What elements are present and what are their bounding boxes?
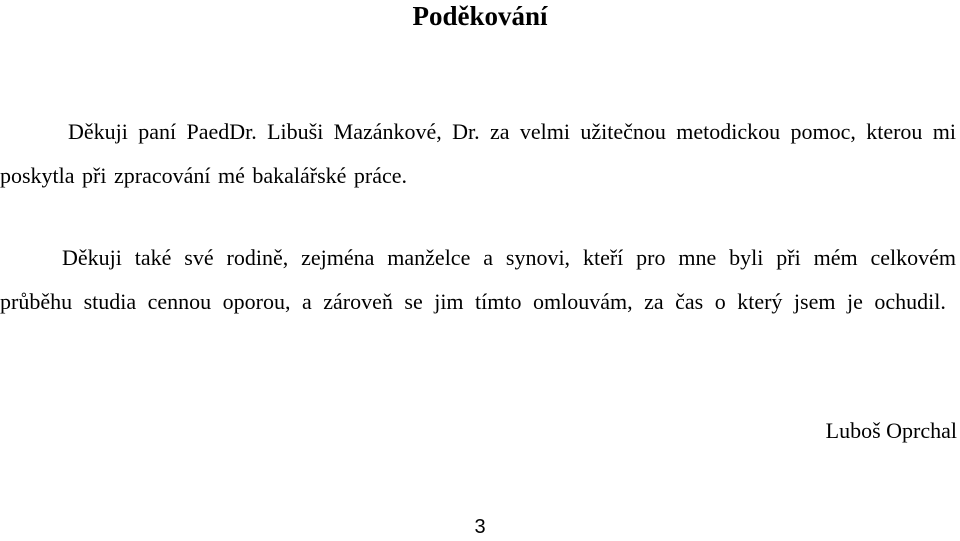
page-title: Poděkování — [412, 1, 548, 31]
acknowledgement-paragraph-1: Děkuji paní PaedDr. Libuši Mazánkové, Dr. za velmi užitečnou metodickou pomoc, kterou mi poskytla při zpracování mé bakalářské práce. — [0, 119, 956, 188]
acknowledgement-paragraph-2: Děkuji také své rodině, zejména manželce a synovi, kteří pro mne byli při mém celkovém průběhu studia cennou oporou, a zároveň se jim tímto omlouvám, za čas o který jsem je ochudil. — [0, 245, 956, 314]
page-number: 3 — [474, 516, 486, 538]
author-signature: Luboš Oprchal — [825, 418, 957, 443]
